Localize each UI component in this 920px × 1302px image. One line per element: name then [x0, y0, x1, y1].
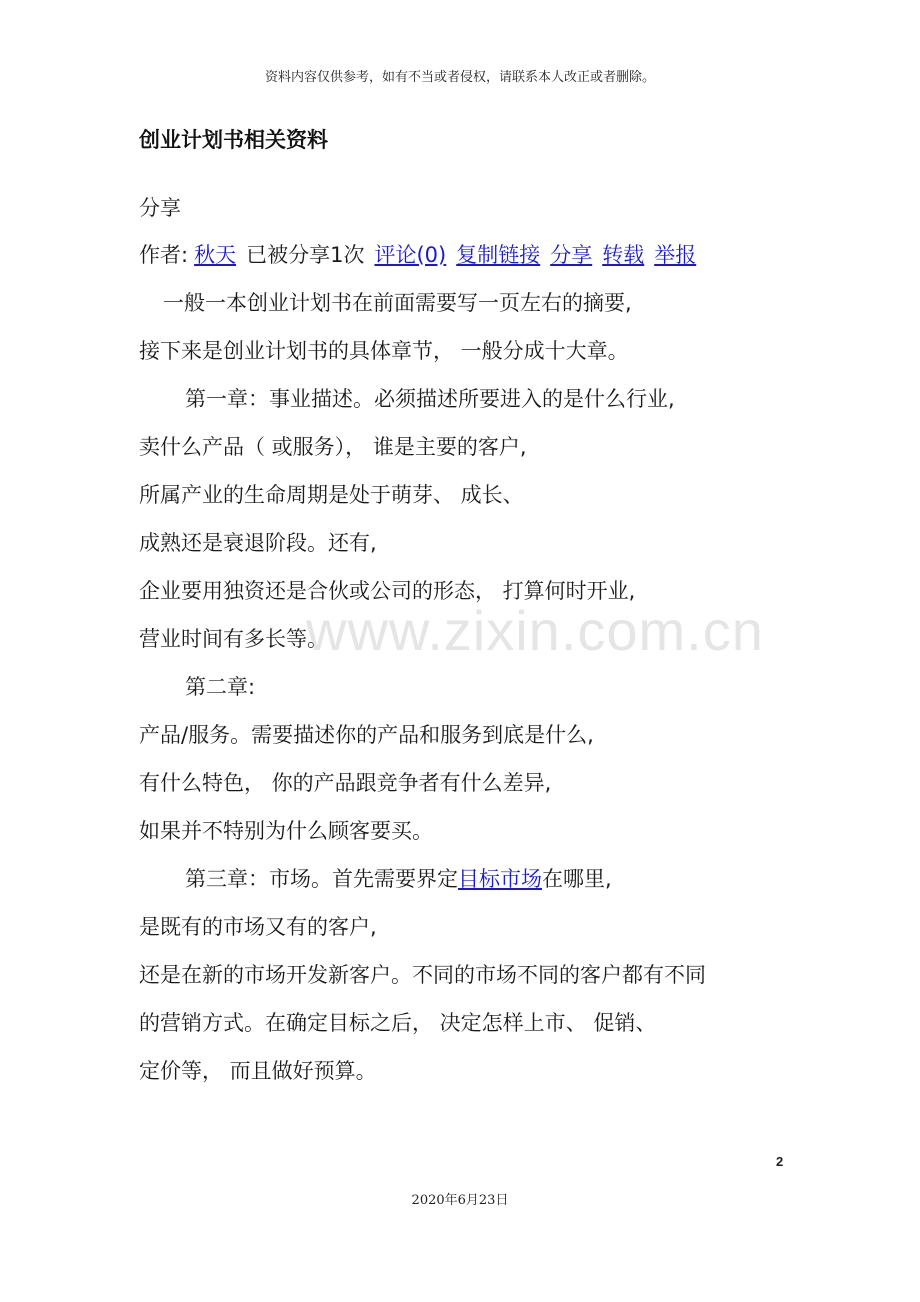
chapter-3-text: 第三章：市场。首先需要界定 — [185, 867, 458, 891]
chapter-2-line: 如果并不特别为什么顾客要买。 — [139, 819, 433, 843]
paragraph-line: 接下来是创业计划书的具体章节， 一般分成十大章。 — [139, 339, 629, 363]
chapter-1-line: 卖什么产品（ 或服务）， 谁是主要的客户, — [139, 435, 527, 459]
header-disclaimer: 资料内容仅供参考，如有不当或者侵权，请联系本人改正或者删除。 — [264, 70, 655, 85]
report-link[interactable]: 举报 — [654, 243, 697, 267]
chapter-3-text: 在哪里, — [542, 867, 612, 891]
footer-date: 2020年6月23日 — [411, 1193, 509, 1208]
comment-link[interactable]: 评论(0) — [374, 243, 447, 267]
chapter-3-line: 是既有的市场又有的客户, — [139, 915, 377, 939]
shared-count: 已被分享1次 — [246, 243, 365, 267]
copy-link-link[interactable]: 复制链接 — [456, 243, 541, 267]
paragraph-line: 一般一本创业计划书在前面需要写一页左右的摘要, — [163, 291, 632, 315]
chapter-3-line — [185, 865, 612, 893]
repost-link[interactable]: 转载 — [602, 243, 645, 267]
page-number: 2 — [776, 1154, 784, 1169]
chapter-2-line: 产品/服务。需要描述你的产品和服务到底是什么, — [139, 723, 594, 747]
share-heading: 分享 — [139, 196, 181, 220]
chapter-1-line: 所属产业的生命周期是处于萌芽、 成长、 — [139, 483, 524, 507]
watermark: www.zixin.com.cn — [306, 599, 764, 662]
target-market-link[interactable]: 目标市场 — [458, 867, 542, 891]
share-link[interactable]: 分享 — [550, 243, 593, 267]
chapter-3-line: 定价等， 而且做好预算。 — [139, 1059, 377, 1083]
chapter-3-line: 还是在新的市场开发新客户。不同的市场不同的客户都有不同 — [139, 963, 706, 987]
author-link[interactable]: 秋天 — [194, 243, 237, 267]
author-label: 作者: — [139, 243, 189, 267]
chapter-1-line: 第一章：事业描述。必须描述所要进入的是什么行业, — [185, 387, 675, 411]
chapter-1-line: 营业时间有多长等。 — [139, 627, 328, 651]
chapter-1-line: 成熟还是衰退阶段。还有, — [139, 531, 377, 555]
chapter-3-line: 的营销方式。在确定目标之后， 决定怎样上市、 促销、 — [139, 1011, 657, 1035]
document-title: 创业计划书相关资料 — [139, 128, 328, 152]
meta-line — [139, 241, 696, 269]
chapter-2-line: 有什么特色， 你的产品跟竞争者有什么差异, — [139, 771, 552, 795]
chapter-1-line: 企业要用独资还是合伙或公司的形态， 打算何时开业, — [139, 579, 636, 603]
chapter-2-line: 第二章: — [185, 675, 256, 699]
